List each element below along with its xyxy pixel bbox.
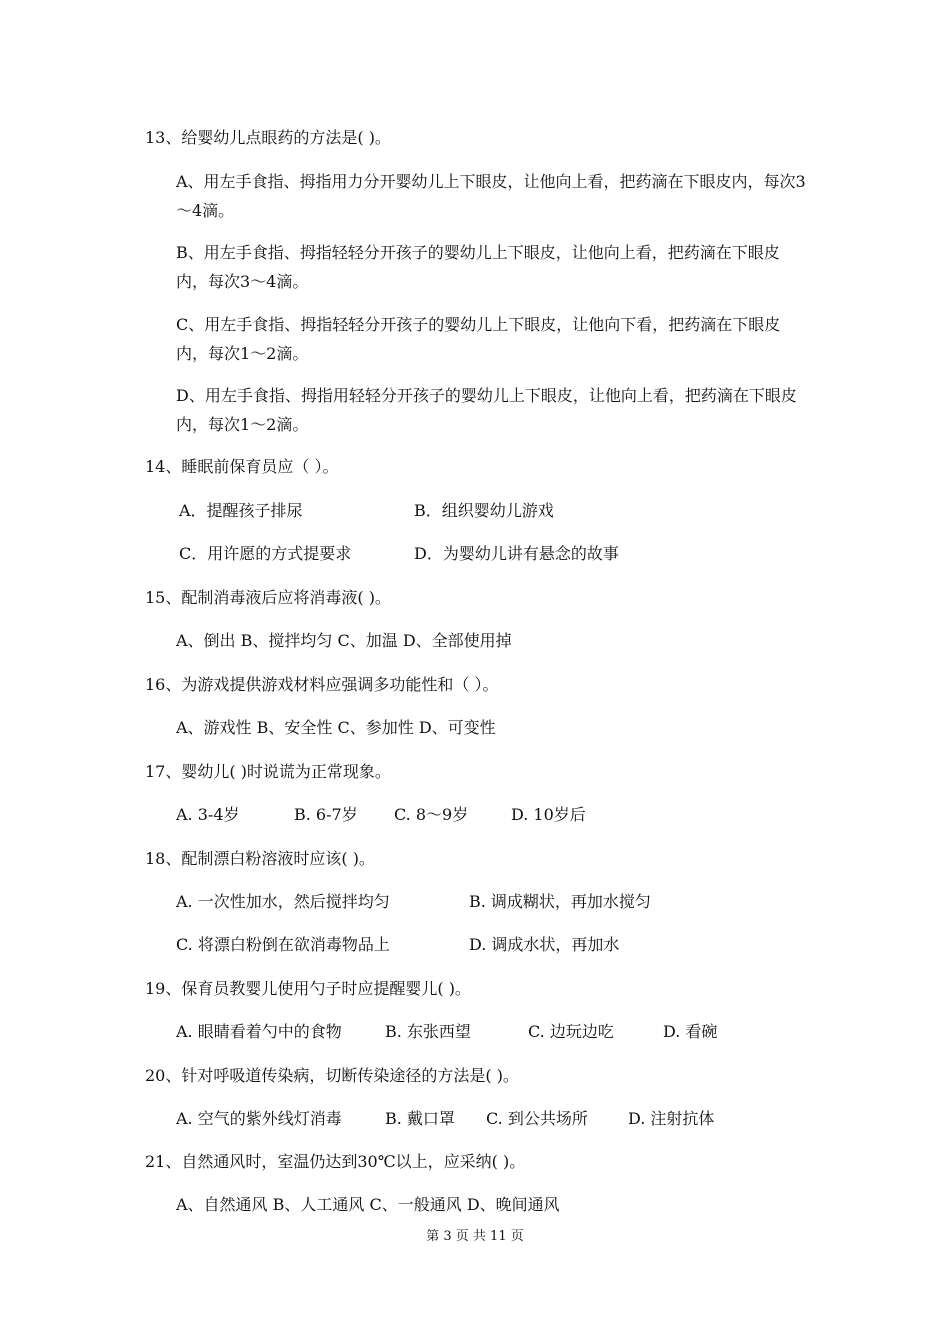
question-14-option-a: A．提醒孩子排尿 xyxy=(179,501,303,520)
question-19-option-c: C. 边玩边吃 xyxy=(528,1022,614,1041)
question-14-option-d: D．为婴幼儿讲有悬念的故事 xyxy=(414,544,619,563)
question-16-stem: 16、为游戏提供游戏材料应强调多功能性和（ ）。 xyxy=(145,675,499,694)
question-21-options: A、自然通风 B、人工通风 C、一般通风 D、晚间通风 xyxy=(176,1195,560,1214)
question-15-options: A、倒出 B、搅拌均匀 C、加温 D、全部使用掉 xyxy=(176,631,512,650)
question-20-option-d: D. 注射抗体 xyxy=(628,1109,715,1128)
question-13-option-b-text: B、用左手食指、拇指轻轻分开孩子的婴幼儿上下眼皮，让他向上看，把药滴在下眼皮内，每次3～4滴。 xyxy=(176,243,780,291)
question-13-stem: 13、给婴幼儿点眼药的方法是( )。 xyxy=(145,128,391,147)
question-18-stem: 18、配制漂白粉溶液时应该( )。 xyxy=(145,849,375,868)
question-17-stem: 17、婴幼儿( )时说谎为正常现象。 xyxy=(145,762,391,781)
question-17-option-b: B. 6-7岁 xyxy=(294,805,358,824)
question-17-option-c: C. 8～9岁 xyxy=(394,805,469,824)
question-20-option-a: A. 空气的紫外线灯消毒 xyxy=(176,1109,342,1128)
question-18-option-c: C. 将漂白粉倒在欲消毒物品上 xyxy=(176,935,390,954)
question-14-option-b: B．组织婴幼儿游戏 xyxy=(414,501,554,520)
question-13-option-c xyxy=(145,310,810,368)
question-13-option-c-text: C、用左手食指、拇指轻轻分开孩子的婴幼儿上下眼皮，让他向下看，把药滴在下眼皮内，每次1～2滴。 xyxy=(176,315,781,363)
question-21-stem: 21、自然通风时，室温仍达到30℃以上，应采纳( )。 xyxy=(145,1152,526,1171)
page-number-footer: 第 3 页 共 11 页 xyxy=(426,1229,524,1244)
question-13-option-a xyxy=(145,167,810,225)
question-20-option-c: C. 到公共场所 xyxy=(486,1109,588,1128)
question-17-option-a: A. 3-4岁 xyxy=(176,805,240,824)
question-14-option-c: C．用许愿的方式提要求 xyxy=(179,544,352,563)
question-18-option-b: B. 调成糊状，再加水搅匀 xyxy=(469,892,651,911)
question-19-option-b: B. 东张西望 xyxy=(385,1022,471,1041)
question-13-option-d xyxy=(145,381,810,439)
question-17-option-d: D. 10岁后 xyxy=(511,805,586,824)
question-13-option-d-text: D、用左手食指、拇指用轻轻分开孩子的婴幼儿上下眼皮，让他向上看，把药滴在下眼皮内，每次1～2滴。 xyxy=(176,386,797,434)
question-13-option-b xyxy=(145,238,810,296)
question-13-option-a-text: A、用左手食指、拇指用力分开婴幼儿上下眼皮，让他向上看，把药滴在下眼皮内，每次3～4滴。 xyxy=(176,172,806,220)
question-15-stem: 15、配制消毒液后应将消毒液( )。 xyxy=(145,588,391,607)
question-19-option-a: A. 眼睛看着勺中的食物 xyxy=(176,1022,342,1041)
question-18-option-d: D. 调成水状，再加水 xyxy=(469,935,620,954)
question-18-option-a: A. 一次性加水，然后搅拌均匀 xyxy=(176,892,390,911)
question-16-options: A、游戏性 B、安全性 C、参加性 D、可变性 xyxy=(176,718,496,737)
question-20-stem: 20、针对呼吸道传染病，切断传染途径的方法是( )。 xyxy=(145,1066,519,1085)
question-14-stem: 14、睡眠前保育员应（ ）。 xyxy=(145,457,339,476)
question-19-stem: 19、保育员教婴儿使用勺子时应提醒婴儿( )。 xyxy=(145,979,471,998)
question-19-option-d: D. 看碗 xyxy=(663,1022,718,1041)
question-20-option-b: B. 戴口罩 xyxy=(385,1109,455,1128)
